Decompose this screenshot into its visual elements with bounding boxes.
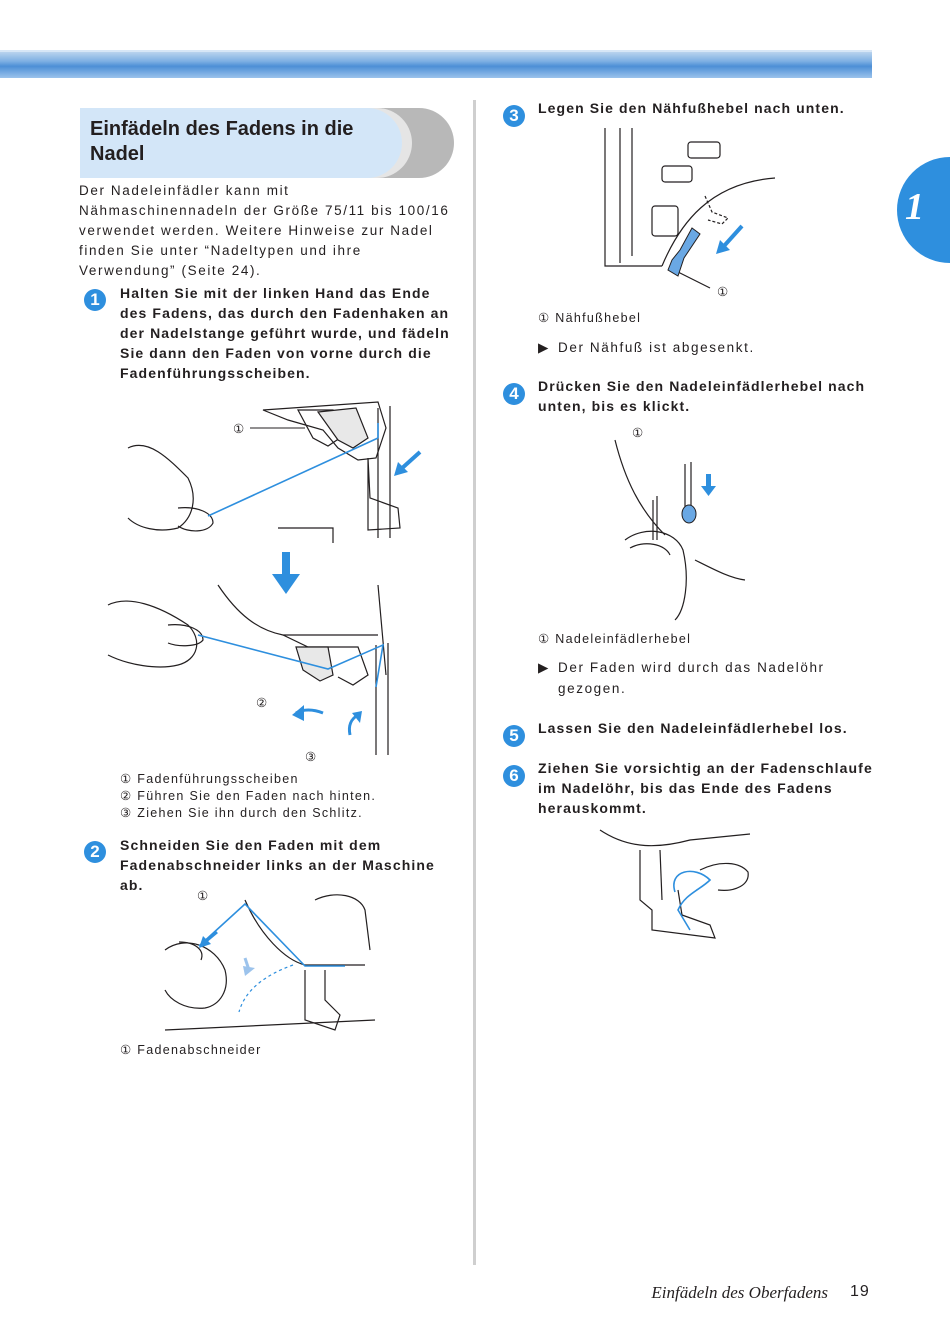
step-2-text: Schneiden Sie den Faden mit dem Fadenabschneider links an der Maschine ab.: [120, 837, 435, 893]
step-1-badge: 1: [84, 289, 106, 311]
step-4-text: Drücken Sie den Nadeleinfädlerhebel nach unten, bis es klickt.: [538, 378, 866, 414]
step-4-result: Der Faden wird durch das Nadelöhr gezogen.: [558, 660, 825, 696]
step-3-caption-1: ① Nähfußhebel: [538, 311, 642, 325]
figure-presser-foot-lever: [600, 128, 775, 288]
step-3-result-marker: ▶: [538, 340, 550, 355]
figure-1b-label-2: ②: [256, 696, 269, 710]
step-2-badge: 2: [84, 841, 106, 863]
figure-4-label-1: ①: [632, 426, 645, 440]
figure-1b-label-3: ③: [305, 750, 318, 764]
figure-3-label-1: ①: [717, 285, 730, 299]
section-title: Einfädeln des Fadens in die Nadel: [90, 118, 354, 165]
figure-thread-cutter: [165, 890, 375, 1035]
step-4-result-marker: ▶: [538, 660, 550, 675]
step-4-caption-1: ① Nadeleinfädlerhebel: [538, 632, 692, 646]
step-1-caption-3: ③ Ziehen Sie ihn durch den Schlitz.: [120, 806, 363, 820]
step-1-caption-1: ① Fadenführungsscheiben: [120, 772, 299, 786]
figure-1a-label-1: ①: [233, 422, 246, 436]
header-banner: [0, 52, 872, 78]
step-3-text: Legen Sie den Nähfußhebel nach unten.: [538, 100, 845, 116]
step-2-caption-1: ① Fadenabschneider: [120, 1043, 262, 1057]
step-6-badge: 6: [503, 765, 525, 787]
footer-section-title: Einfädeln des Oberfadens: [651, 1283, 828, 1302]
chapter-number: 1: [905, 186, 924, 228]
step-3-badge: 3: [503, 105, 525, 127]
step-5-text: Lassen Sie den Nadeleinfädlerhebel los.: [538, 720, 848, 736]
figure-2-label-1: ①: [197, 889, 210, 903]
step-1-caption-2: ② Führen Sie den Faden nach hinten.: [120, 789, 377, 803]
step-1-text: Halten Sie mit der linken Hand das Ende des Fadens, das durch den Fadenhaken an der Nadelstange geführt wurde, und fädeln Sie dann den Faden von vorne durch die Fadenführungsscheiben.: [120, 285, 450, 381]
figure-thread-loop: [600, 830, 750, 945]
figure-thread-guide-top: [128, 398, 428, 548]
step-3-result: Der Nähfuß ist abgesenkt.: [558, 340, 755, 355]
step-6-text: Ziehen Sie vorsichtig an der Fadenschlaufe im Nadelöhr, bis das Ende des Fadens herauskommt.: [538, 760, 873, 816]
intro-text: Der Nadeleinfädler kann mit Nähmaschinennadeln der Größe 75/11 bis 100/16 verwendet werden. Weitere Hinweise zur Nadel finden Sie unter “Nadeltypen und ihre Verwendung” (Seite 24).: [79, 183, 450, 278]
step-5-badge: 5: [503, 725, 525, 747]
figure-1a-leader: [250, 422, 310, 432]
figure-thread-guide-bottom: [108, 585, 408, 760]
column-divider: [473, 100, 476, 1265]
footer-page-number: 19: [850, 1283, 870, 1300]
step-4-badge: 4: [503, 383, 525, 405]
figure-needle-threader-lever: [605, 440, 745, 625]
